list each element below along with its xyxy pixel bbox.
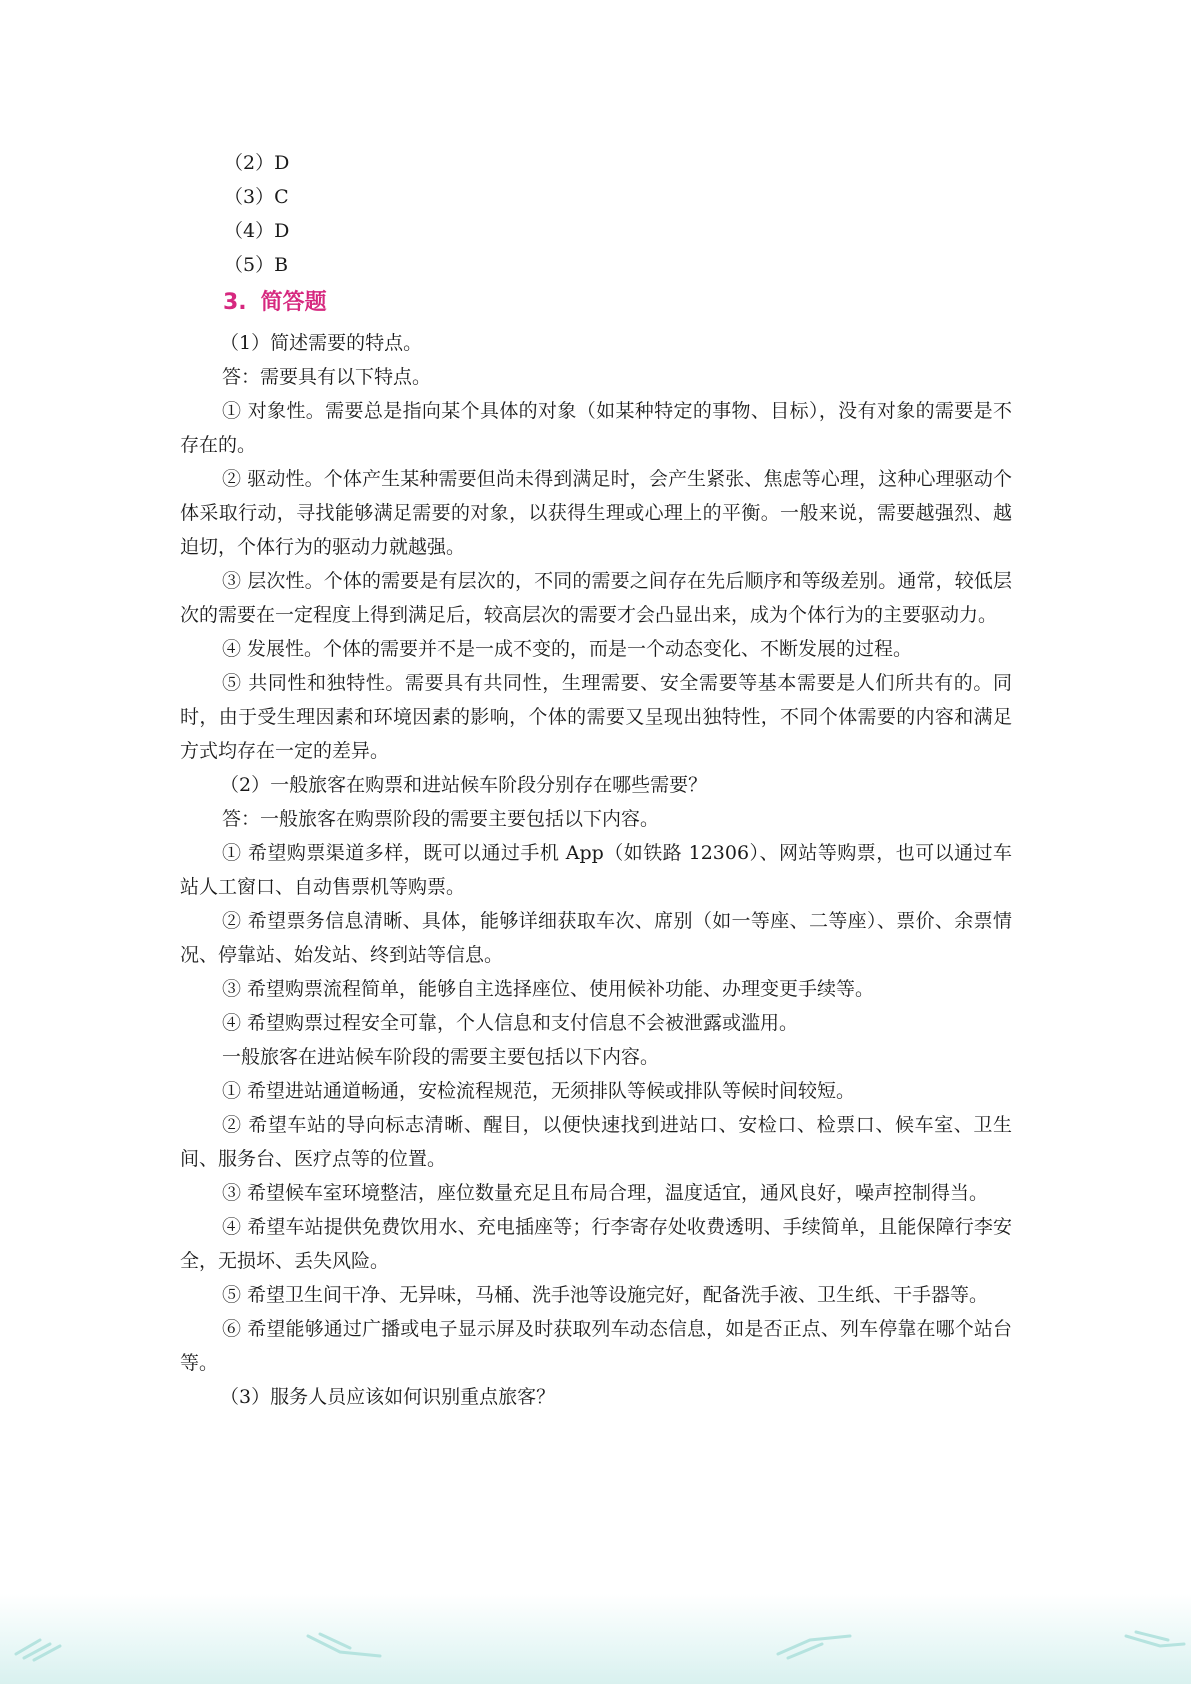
question-1: （1）简述需要的特点。: [220, 332, 423, 354]
choice-answer-4: （4）D: [224, 220, 290, 242]
answer-2-waiting-point-2: ② 希望车站的导向标志清晰、醒目，以便快速找到进站口、安检口、检票口、候车室、卫生间、服务台、医疗点等的位置。: [180, 1114, 1012, 1170]
choice-answer-2: （2）D: [224, 152, 290, 174]
answer-1-point-4: ④ 发展性。个体的需要并不是一成不变的，而是一个动态变化、不断发展的过程。: [222, 638, 913, 660]
answer-2-waiting-point-3: ③ 希望候车室环境整洁，座位数量充足且布局合理，温度适宜，通风良好，噪声控制得当。: [222, 1182, 989, 1204]
answer-1-point-5: ⑤ 共同性和独特性。需要具有共同性，生理需要、安全需要等基本需要是人们所共有的。同时，由于受生理因素和环境因素的影响，个体的需要又呈现出独特性，不同个体需要的内容和满足方式均存在一定的差异。: [180, 672, 1012, 762]
answer-1-point-1: ① 对象性。需要总是指向某个具体的对象（如某种特定的事物、目标），没有对象的需要是不存在的。: [180, 400, 1012, 456]
answer-2-waiting-point-5: ⑤ 希望卫生间干净、无异味，马桶、洗手池等设施完好，配备洗手液、卫生纸、干手器等。: [222, 1284, 989, 1306]
answer-2-ticket-point-4: ④ 希望购票过程安全可靠，个人信息和支付信息不会被泄露或滥用。: [222, 1012, 799, 1034]
watermark-mark: [10, 1626, 80, 1666]
footer-decoration: [0, 1594, 1191, 1684]
section-title: 简答题: [260, 290, 327, 315]
section-number: 3.: [223, 290, 247, 315]
answer-2-waiting-intro: 一般旅客在进站候车阶段的需要主要包括以下内容。: [222, 1046, 660, 1068]
answer-2-waiting-point-6: ⑥ 希望能够通过广播或电子显示屏及时获取列车动态信息，如是否正点、列车停靠在哪个站台等。: [180, 1318, 1012, 1374]
question-3: （3）服务人员应该如何识别重点旅客？: [220, 1386, 556, 1408]
answer-2-ticket-point-1: ① 希望购票渠道多样，既可以通过手机 App（如铁路 12306）、网站等购票，也可以通过车站人工窗口、自动售票机等购票。: [180, 842, 1012, 898]
answer-2-waiting-point-4: ④ 希望车站提供免费饮用水、充电插座等；行李寄存处收费透明、手续简单，且能保障行李安全，无损坏、丢失风险。: [180, 1216, 1012, 1272]
watermark-mark: [770, 1626, 860, 1666]
choice-answer-5: （5）B: [224, 254, 289, 276]
answer-2-ticket-intro: 答：一般旅客在购票阶段的需要主要包括以下内容。: [222, 808, 660, 830]
section-heading: [180, 284, 1012, 322]
answer-1-point-2: ② 驱动性。个体产生某种需要但尚未得到满足时，会产生紧张、焦虑等心理，这种心理驱动个体采取行动，寻找能够满足需要的对象，以获得生理或心理上的平衡。一般来说，需要越强烈、越迫切，个体行为的驱动力就越强。: [180, 468, 1012, 558]
answer-2-ticket-point-3: ③ 希望购票流程简单，能够自主选择座位、使用候补功能、办理变更手续等。: [222, 978, 875, 1000]
page-content: [180, 146, 1012, 1414]
question-2: （2）一般旅客在购票和进站候车阶段分别存在哪些需要？: [220, 774, 708, 796]
watermark-mark: [1120, 1626, 1190, 1666]
watermark-mark: [300, 1626, 390, 1666]
answer-1-intro: 答：需要具有以下特点。: [222, 366, 432, 388]
answer-2-waiting-point-1: ① 希望进站通道畅通，安检流程规范，无须排队等候或排队等候时间较短。: [222, 1080, 856, 1102]
choice-answer-3: （3）C: [224, 186, 289, 208]
answer-2-ticket-point-2: ② 希望票务信息清晰、具体，能够详细获取车次、席别（如一等座、二等座）、票价、余票情况、停靠站、始发站、终到站等信息。: [180, 910, 1012, 966]
answer-1-point-3: ③ 层次性。个体的需要是有层次的，不同的需要之间存在先后顺序和等级差别。通常，较低层次的需要在一定程度上得到满足后，较高层次的需要才会凸显出来，成为个体行为的主要驱动力。: [180, 570, 1012, 626]
